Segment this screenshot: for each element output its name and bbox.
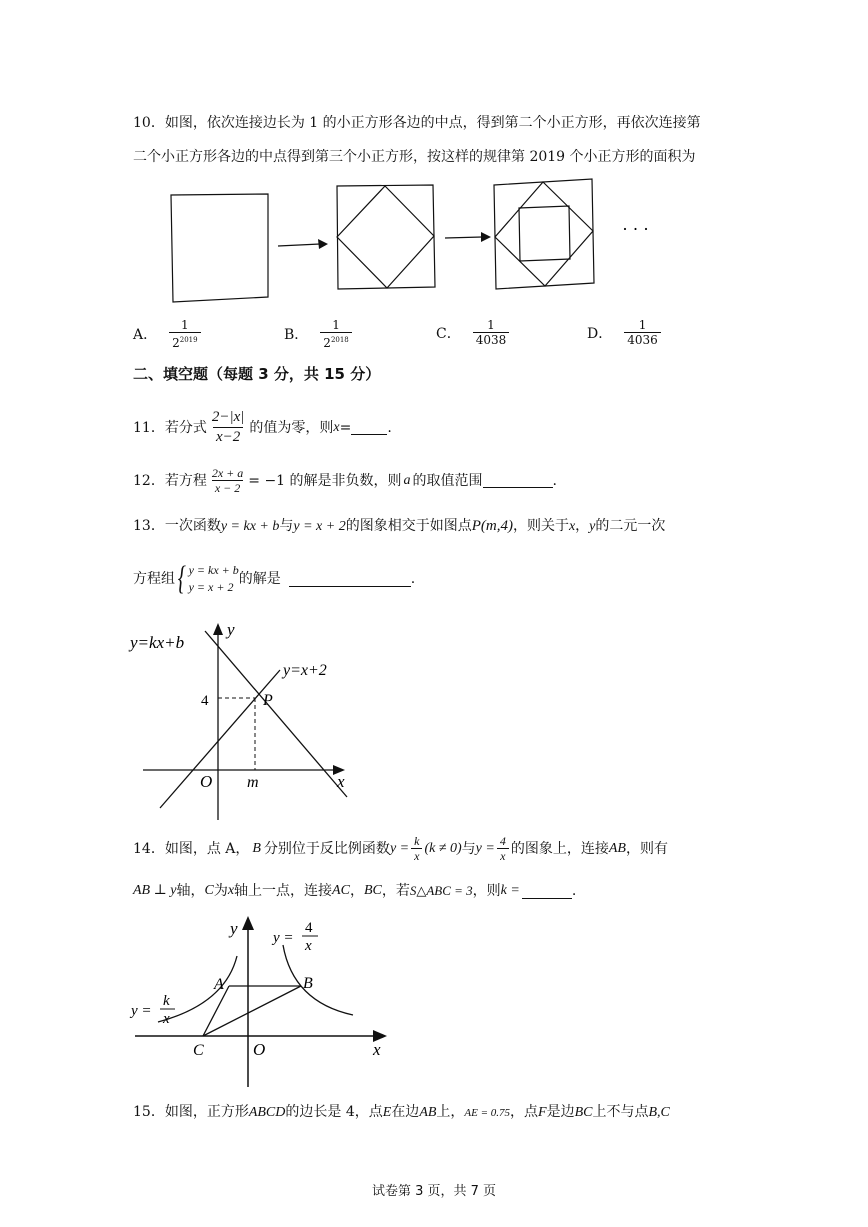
- label-left-num: k: [163, 993, 170, 1009]
- segment-bc: [203, 986, 301, 1036]
- point-c-label: C: [193, 1042, 204, 1059]
- q10-option-c[interactable]: C． $\frac{1}{4038}$: [436, 318, 511, 347]
- label-x-plus-2: y=x+2: [283, 662, 327, 679]
- q13-graph: [125, 615, 385, 825]
- square-3-middle: [495, 182, 593, 286]
- arrow-1-head: [318, 239, 328, 249]
- label-left-den: x: [163, 1011, 170, 1027]
- arrow-2-head: [481, 232, 491, 242]
- y-axis-arrow: [242, 916, 254, 930]
- line-kx-b: [205, 631, 347, 797]
- label-right-lhs: y =: [273, 930, 294, 946]
- q14-line2: AB ⊥ y 轴， C 为 x 轴上一点，连接 AC ， BC ，若 S△ABC = 3 ，则 k = .: [133, 883, 577, 899]
- q14-graph: [125, 912, 395, 1090]
- tick-x-label: m: [247, 774, 259, 791]
- curve-k-over-x: [158, 956, 237, 1022]
- arrow-2: [445, 237, 482, 238]
- square-2: [337, 185, 435, 289]
- square-3: [494, 179, 594, 289]
- q10-squares-figure: [160, 175, 700, 310]
- label-right-num: 4: [305, 920, 313, 936]
- segment-ac: [203, 986, 229, 1036]
- q14-answer-blank[interactable]: [522, 884, 572, 899]
- origin-label: O: [253, 1040, 266, 1059]
- label-left-lhs: y =: [131, 1003, 152, 1019]
- q14-line1: 14．如图，点 A， B 分别位于反比例函数 y = $\frac{k}{x}$ (k ≠ 0) 与 y = $\frac{4}{x}$ 的图象上，连接 AB ，则有: [133, 834, 668, 863]
- square-1: [171, 194, 268, 302]
- q12: 12．若方程 $\frac{2x + a}{x - 2}$ = −1 的解是非负数，则 a 的取值范围 .: [133, 466, 557, 495]
- q11-answer-blank[interactable]: [351, 420, 387, 435]
- q10-option-a[interactable]: A． $\frac{1}{2^{2019}}$: [133, 318, 203, 350]
- square-3-inner: [519, 206, 570, 261]
- origin-label: O: [200, 772, 213, 791]
- line-x-plus-2: [160, 670, 280, 808]
- tick-y-label: 4: [201, 693, 209, 709]
- q11: 11．若分式 $\frac{2-|x|}{x-2}$ 的值为零，则 x = .: [133, 409, 392, 445]
- continuation-dots: · · ·: [622, 219, 649, 239]
- point-a-label: A: [214, 976, 224, 993]
- curve-4-over-x: [283, 945, 353, 1015]
- q13-answer-blank[interactable]: [289, 572, 411, 587]
- q10-option-d[interactable]: D． $\frac{1}{4036}$: [587, 318, 663, 347]
- q10-line2: 二个小正方形各边的中点得到第三个小正方形，按这样的规律第 2019 个小正方形的面积为: [133, 149, 696, 165]
- q10-line1: 10．如图，依次连接边长为 1 的小正方形各边的中点，得到第二个小正方形，再依次连接第: [133, 115, 701, 131]
- y-axis-label: y: [227, 620, 235, 639]
- point-b-label: B: [303, 975, 313, 992]
- q13-line2: 方程组 { y = kx + b y = x + 2 的解是 .: [133, 560, 416, 597]
- section-title: 二、填空题（每题 3 分，共 15 分）: [133, 365, 381, 383]
- square-2-inner: [337, 186, 434, 288]
- x-axis-label: x: [373, 1040, 381, 1059]
- y-axis-label: y: [230, 919, 238, 938]
- q13-line1: 13．一次函数y = kx + b与y = x + 2的图象相交于如图点P(m,4)，则关于x，y的二元一次: [133, 518, 666, 534]
- point-label: P: [263, 692, 273, 709]
- label-kx-b: y=kx+b: [130, 633, 185, 652]
- q10-option-b[interactable]: B． $\frac{1}{2^{2018}}$: [284, 318, 354, 350]
- q15-line1: 15．如图，正方形ABCD的边长是 4，点E在边AB上，AE = 0.75，点F是边BC上不与点B,C: [133, 1104, 670, 1120]
- q12-answer-blank[interactable]: [483, 473, 553, 488]
- equation-system: { y = kx + b y = x + 2: [177, 560, 239, 597]
- y-axis-arrow: [213, 623, 223, 635]
- x-axis-label: x: [337, 772, 345, 791]
- page-footer: 试卷第 3 页，共 7 页: [371, 1184, 497, 1199]
- arrow-1: [278, 244, 320, 246]
- label-right-den: x: [305, 938, 312, 954]
